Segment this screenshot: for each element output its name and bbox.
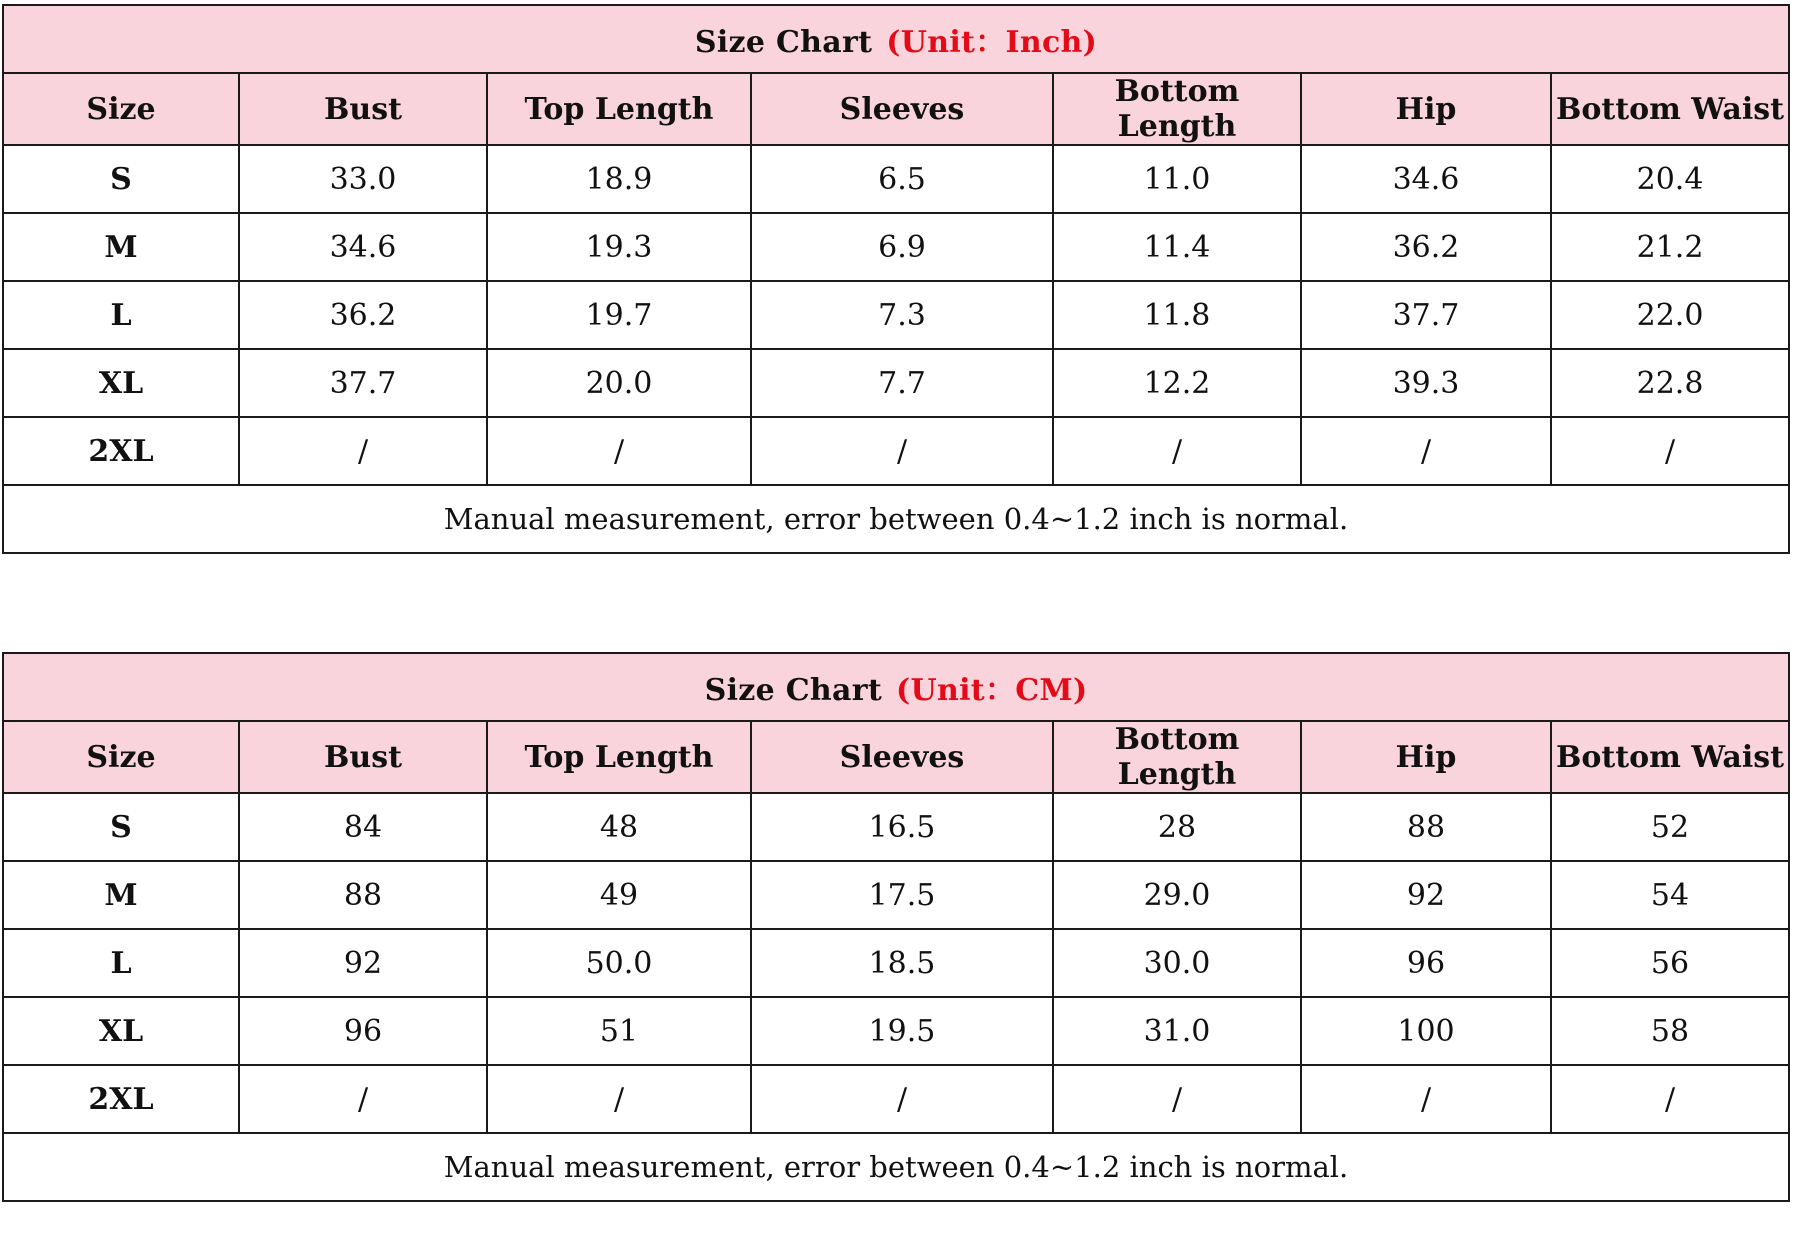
chart-unit: (Unit：CM): [896, 673, 1088, 708]
value-cell: 34.6: [239, 213, 487, 281]
value-cell: 29.0: [1053, 861, 1301, 929]
chart-title-row: [3, 5, 1789, 73]
chart-title-text: Size Chart: [694, 25, 873, 60]
table-row: [3, 1065, 1789, 1133]
value-cell: 52: [1551, 793, 1789, 861]
value-cell: /: [1301, 1065, 1551, 1133]
value-cell: 19.3: [487, 213, 751, 281]
column-header-hip: Hip: [1301, 721, 1551, 793]
value-cell: 33.0: [239, 145, 487, 213]
value-cell: 56: [1551, 929, 1789, 997]
value-cell: 17.5: [751, 861, 1053, 929]
column-header-bottom-length: Bottom Length: [1053, 721, 1301, 793]
value-cell: 16.5: [751, 793, 1053, 861]
value-cell: 96: [239, 997, 487, 1065]
value-cell: 11.4: [1053, 213, 1301, 281]
value-cell: 19.5: [751, 997, 1053, 1065]
size-cell: S: [3, 145, 239, 213]
column-header-sleeves: Sleeves: [751, 73, 1053, 145]
size-cell: 2XL: [3, 417, 239, 485]
value-cell: /: [751, 417, 1053, 485]
value-cell: /: [1301, 417, 1551, 485]
value-cell: 50.0: [487, 929, 751, 997]
value-cell: 84: [239, 793, 487, 861]
value-cell: 39.3: [1301, 349, 1551, 417]
value-cell: /: [751, 1065, 1053, 1133]
column-header-bottom-waist: Bottom Waist: [1551, 73, 1789, 145]
column-header-size: Size: [3, 73, 239, 145]
value-cell: /: [1053, 417, 1301, 485]
chart-title-text: Size Chart: [704, 673, 883, 708]
note-row: [3, 485, 1789, 553]
column-header-bottom-waist: Bottom Waist: [1551, 721, 1789, 793]
value-cell: /: [1053, 1065, 1301, 1133]
value-cell: 48: [487, 793, 751, 861]
value-cell: 22.8: [1551, 349, 1789, 417]
size-cell: 2XL: [3, 1065, 239, 1133]
value-cell: 31.0: [1053, 997, 1301, 1065]
table-row: [3, 997, 1789, 1065]
value-cell: 36.2: [239, 281, 487, 349]
value-cell: /: [1551, 1065, 1789, 1133]
column-header-sleeves: Sleeves: [751, 721, 1053, 793]
value-cell: 54: [1551, 861, 1789, 929]
table-row: [3, 281, 1789, 349]
size-cell: XL: [3, 997, 239, 1065]
value-cell: 37.7: [1301, 281, 1551, 349]
column-header-bust: Bust: [239, 73, 487, 145]
value-cell: 92: [239, 929, 487, 997]
measurement-note: Manual measurement, error between 0.4~1.2 inch is normal.: [3, 485, 1789, 553]
value-cell: 36.2: [1301, 213, 1551, 281]
value-cell: 6.5: [751, 145, 1053, 213]
measurement-note: Manual measurement, error between 0.4~1.2 inch is normal.: [3, 1133, 1789, 1201]
table-row: [3, 929, 1789, 997]
value-cell: /: [239, 1065, 487, 1133]
column-header-top-length: Top Length: [487, 721, 751, 793]
value-cell: 22.0: [1551, 281, 1789, 349]
column-header-bottom-length: Bottom Length: [1053, 73, 1301, 145]
value-cell: 28: [1053, 793, 1301, 861]
table-row: [3, 145, 1789, 213]
value-cell: 58: [1551, 997, 1789, 1065]
value-cell: /: [487, 1065, 751, 1133]
value-cell: 7.7: [751, 349, 1053, 417]
chart-unit: (Unit：Inch): [886, 25, 1098, 60]
size-cell: L: [3, 929, 239, 997]
value-cell: 12.2: [1053, 349, 1301, 417]
chart-title: [3, 653, 1789, 721]
chart-title: [3, 5, 1789, 73]
value-cell: /: [487, 417, 751, 485]
value-cell: 11.8: [1053, 281, 1301, 349]
chart-title-row: [3, 653, 1789, 721]
value-cell: 19.7: [487, 281, 751, 349]
size-cell: S: [3, 793, 239, 861]
value-cell: 18.9: [487, 145, 751, 213]
value-cell: 6.9: [751, 213, 1053, 281]
value-cell: 49: [487, 861, 751, 929]
value-cell: 88: [1301, 793, 1551, 861]
value-cell: 92: [1301, 861, 1551, 929]
column-header-top-length: Top Length: [487, 73, 751, 145]
value-cell: 88: [239, 861, 487, 929]
column-header-row: [3, 721, 1789, 793]
value-cell: 96: [1301, 929, 1551, 997]
table-row: [3, 213, 1789, 281]
size-cell: XL: [3, 349, 239, 417]
size-chart-inch: [2, 4, 1790, 554]
value-cell: 34.6: [1301, 145, 1551, 213]
value-cell: /: [239, 417, 487, 485]
size-chart-cm: [2, 652, 1790, 1202]
value-cell: 20.0: [487, 349, 751, 417]
size-cell: M: [3, 861, 239, 929]
table-row: [3, 861, 1789, 929]
value-cell: 37.7: [239, 349, 487, 417]
table-row: [3, 417, 1789, 485]
column-header-bust: Bust: [239, 721, 487, 793]
value-cell: 18.5: [751, 929, 1053, 997]
value-cell: /: [1551, 417, 1789, 485]
value-cell: 100: [1301, 997, 1551, 1065]
value-cell: 11.0: [1053, 145, 1301, 213]
value-cell: 30.0: [1053, 929, 1301, 997]
column-header-row: [3, 73, 1789, 145]
value-cell: 20.4: [1551, 145, 1789, 213]
size-cell: L: [3, 281, 239, 349]
column-header-size: Size: [3, 721, 239, 793]
column-header-hip: Hip: [1301, 73, 1551, 145]
table-row: [3, 793, 1789, 861]
size-cell: M: [3, 213, 239, 281]
note-row: [3, 1133, 1789, 1201]
value-cell: 51: [487, 997, 751, 1065]
value-cell: 21.2: [1551, 213, 1789, 281]
value-cell: 7.3: [751, 281, 1053, 349]
table-row: [3, 349, 1789, 417]
